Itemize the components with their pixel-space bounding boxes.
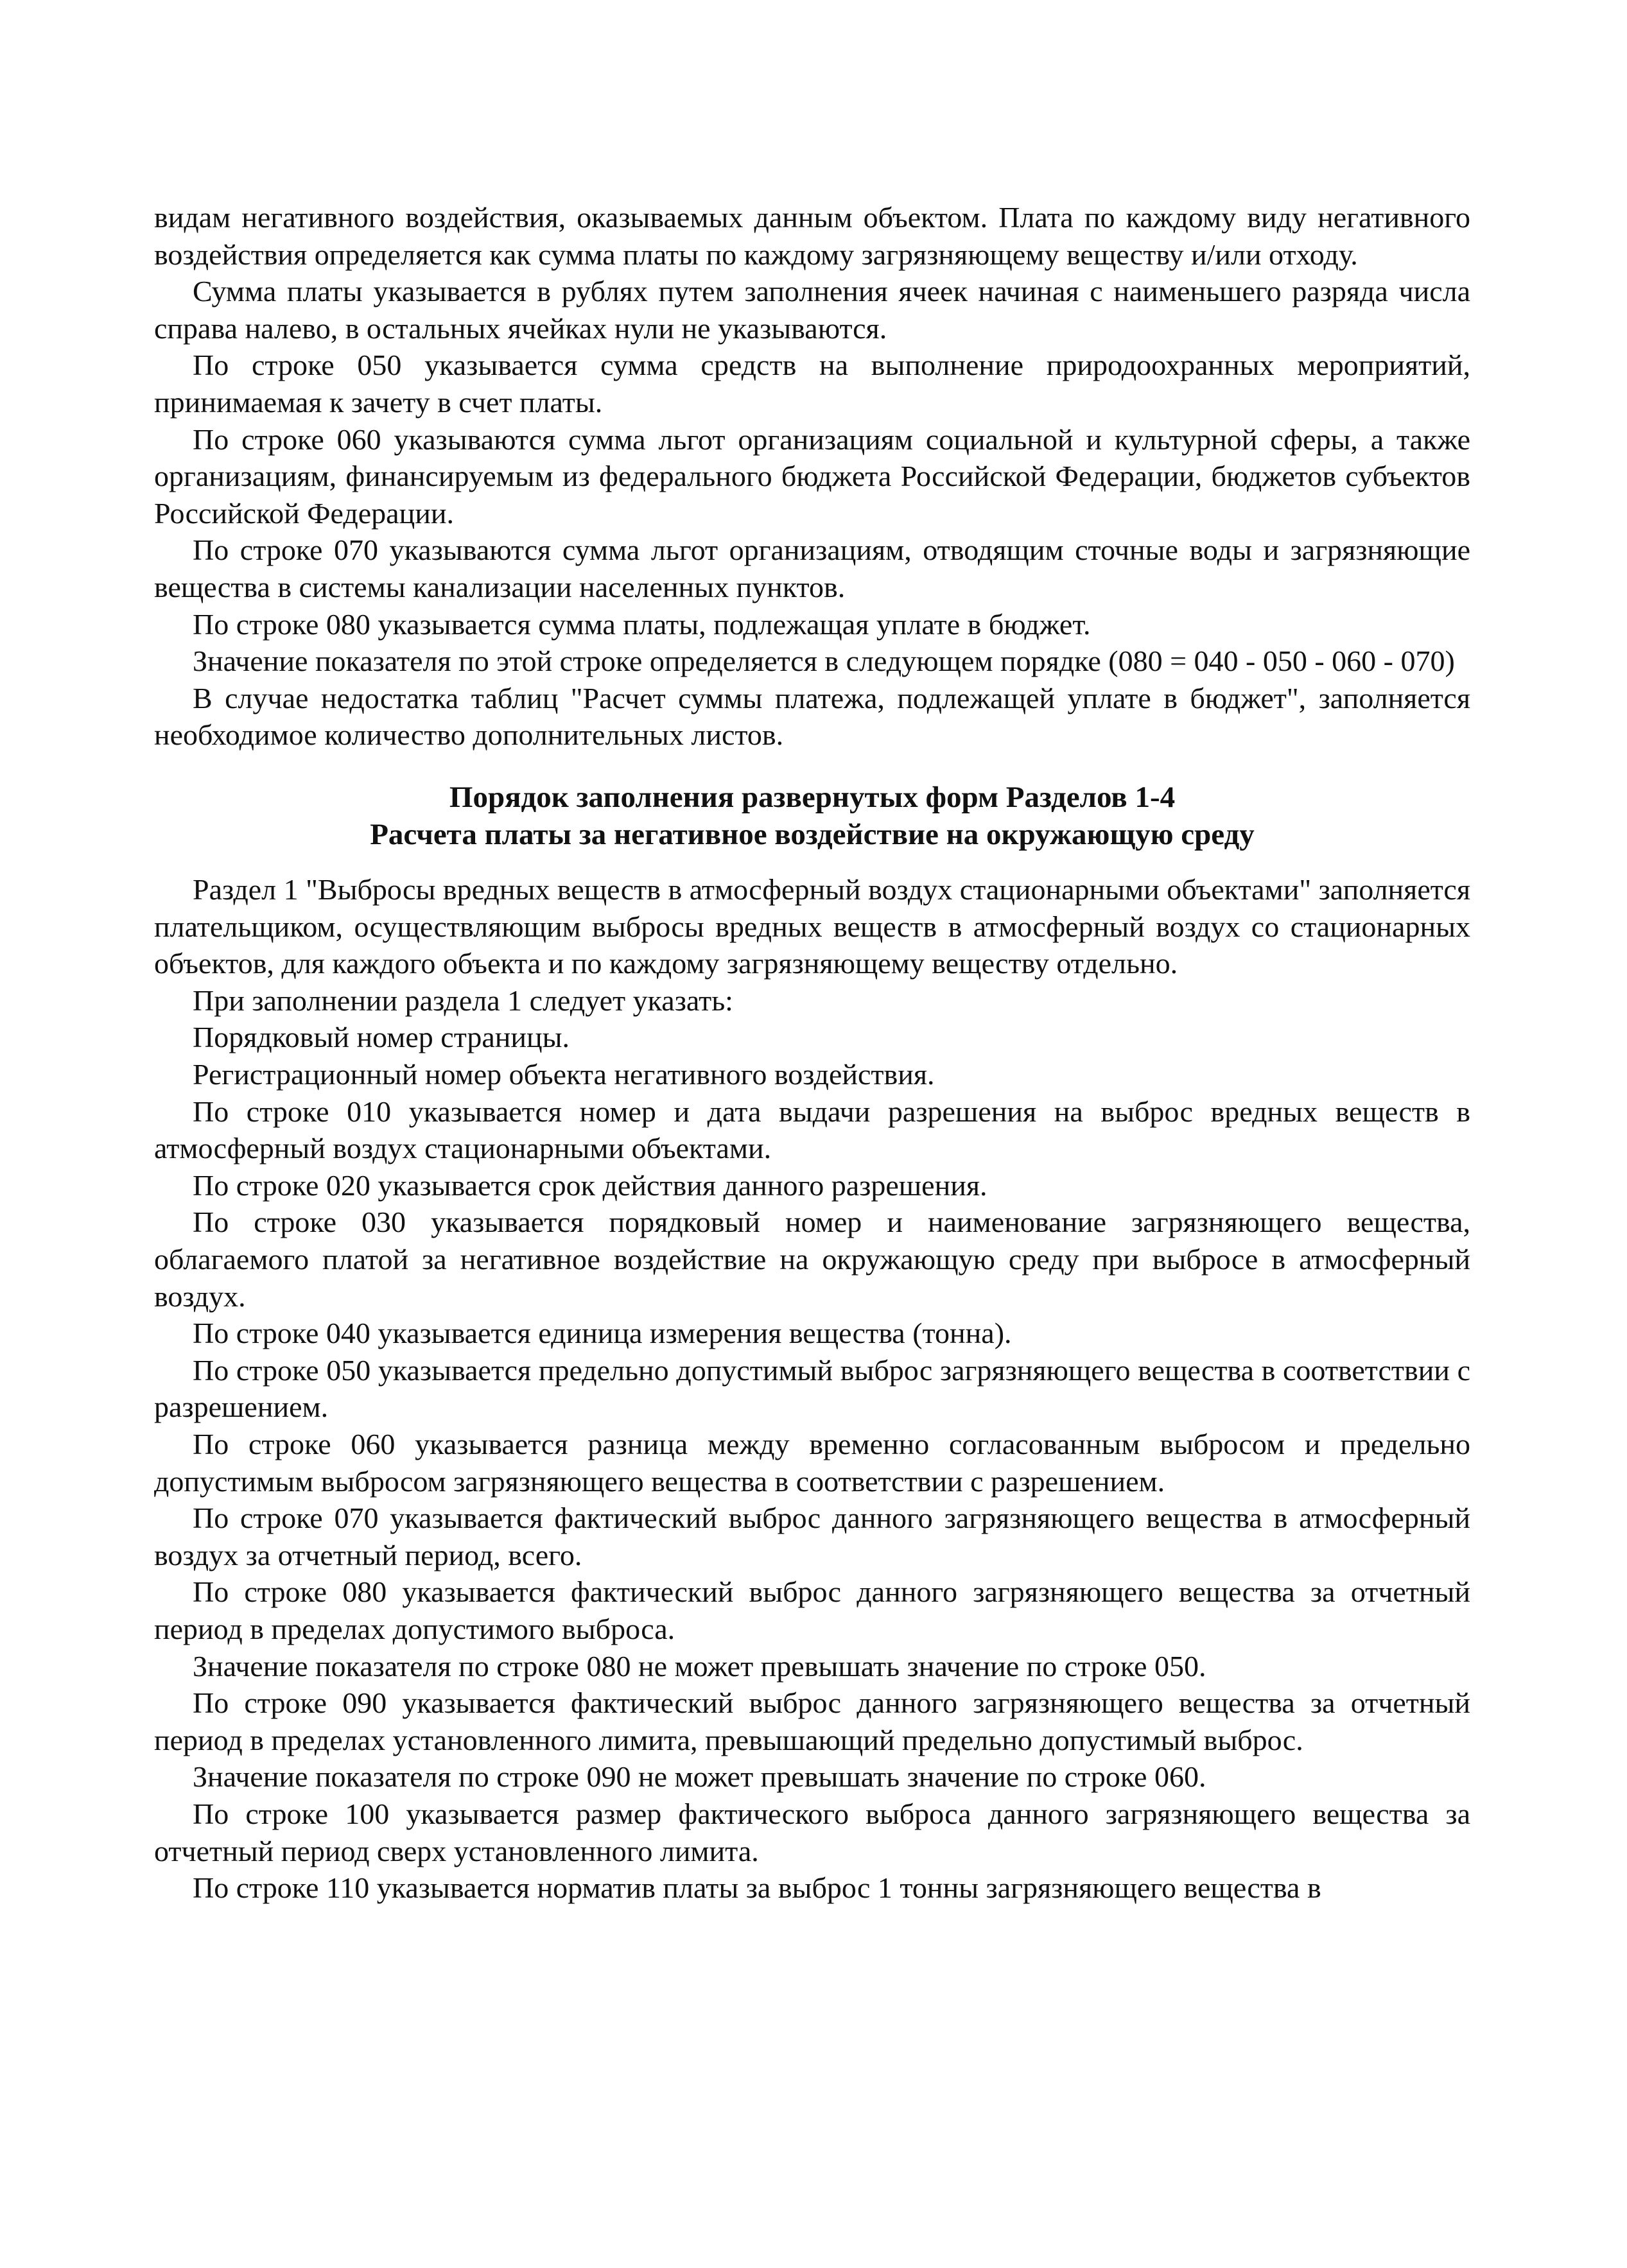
paragraph-s1-line-020: По строке 020 указывается срок действия данного разрешения. xyxy=(193,1168,988,1202)
paragraph-line-050: По строке 050 указывается сумма средств на выполнение природоохранных мероприятий, принимаемая к зачету в счет платы. xyxy=(154,349,1470,419)
paragraph-s1-line-040: По строке 040 указывается единица измерения вещества (тонна). xyxy=(193,1317,1012,1350)
paragraph-s1-line-110: По строке 110 указывается норматив платы за выброс 1 тонны загрязняющего вещества в xyxy=(193,1871,1321,1905)
paragraph-section1-intro: Раздел 1 "Выбросы вредных веществ в атмосферный воздух стационарными объектами" заполняется плательщиком, осуществляющим выбросы вредных веществ в атмосферный воздух со стационарных объектов, для каждого объекта и по каждому загрязняющему веществу отдельно. xyxy=(154,873,1470,980)
document-page xyxy=(154,199,1470,1907)
paragraph-continuation: видам негативного воздействия, оказываемых данным объектом. Плата по каждому виду негативного воздействия определяется как сумма платы по каждому загрязняющему веществу и/или отходу. xyxy=(154,201,1470,271)
paragraph-s1-line-050: По строке 050 указывается предельно допустимый выброс загрязняющего вещества в соответствии с разрешением. xyxy=(154,1353,1470,1424)
paragraph-registration-number: Регистрационный номер объекта негативного воздействия. xyxy=(193,1058,935,1091)
paragraph-section1-specify: При заполнении раздела 1 следует указать: xyxy=(193,983,733,1017)
paragraph-extra-sheets: В случае недостатка таблиц "Расчет суммы платежа, подлежащей уплате в бюджет", заполняется необходимое количество дополнительных листов. xyxy=(154,681,1470,752)
paragraph-s1-line-090: По строке 090 указывается фактический выброс данного загрязняющего вещества за отчетный период в пределах установленного лимита, превышающий предельно допустимый выброс. xyxy=(154,1686,1470,1756)
paragraph-s1-line-070: По строке 070 указывается фактический выброс данного загрязняющего вещества в атмосферный воздух за отчетный период, всего. xyxy=(154,1502,1470,1571)
section-heading-line-2: Расчета платы за негативное воздействие на окружающую среду xyxy=(370,817,1255,851)
paragraph-s1-line-090-limit: Значение показателя по строке 090 не может превышать значение по строке 060. xyxy=(193,1760,1206,1794)
paragraph-line-070: По строке 070 указываются сумма льгот организациям, отводящим сточные воды и загрязняющие вещества в системы канализации населенных пунктов. xyxy=(154,533,1470,603)
paragraph-s1-line-030: По строке 030 указывается порядковый номер и наименование загрязняющего вещества, облагаемого платой за негативное воздействие на окружающую среду при выбросе в атмосферный воздух. xyxy=(154,1206,1470,1313)
paragraph-s1-line-010: По строке 010 указывается номер и дата выдачи разрешения на выброс вредных веществ в атмосферный воздух стационарными объектами. xyxy=(154,1095,1470,1165)
spacer xyxy=(154,754,1470,779)
paragraph-s1-line-080-limit: Значение показателя по строке 080 не может превышать значение по строке 050. xyxy=(193,1649,1206,1683)
paragraph-payment-sum: Сумма платы указывается в рублях путем заполнения ячеек начиная с наименьшего разряда числа справа налево, в остальных ячейках нули не указываются. xyxy=(154,275,1470,345)
spacer xyxy=(154,853,1470,871)
paragraph-s1-line-080: По строке 080 указывается фактический выброс данного загрязняющего вещества за отчетный период в пределах допустимого выброса. xyxy=(154,1575,1470,1645)
paragraph-formula: Значение показателя по этой строке определяется в следующем порядке (080 = 040 - 050 - 060 - 070) xyxy=(193,645,1455,678)
section-heading-line-1: Порядок заполнения развернутых форм Разделов 1-4 xyxy=(449,780,1176,814)
paragraph-page-number: Порядковый номер страницы. xyxy=(193,1021,570,1054)
paragraph-line-080: По строке 080 указывается сумма платы, подлежащая уплате в бюджет. xyxy=(193,607,1091,641)
paragraph-s1-line-100: По строке 100 указывается размер фактического выброса данного загрязняющего вещества за отчетный период сверх установленного лимита. xyxy=(154,1797,1470,1867)
paragraph-s1-line-060: По строке 060 указывается разница между временно согласованным выбросом и предельно допустимым выбросом загрязняющего вещества в соответствии с разрешением. xyxy=(154,1428,1470,1498)
paragraph-line-060: По строке 060 указываются сумма льгот организациям социальной и культурной сферы, а также организациям, финансируемым из федерального бюджета Российской Федерации, бюджетов субъектов Российской Федерации. xyxy=(154,422,1470,530)
